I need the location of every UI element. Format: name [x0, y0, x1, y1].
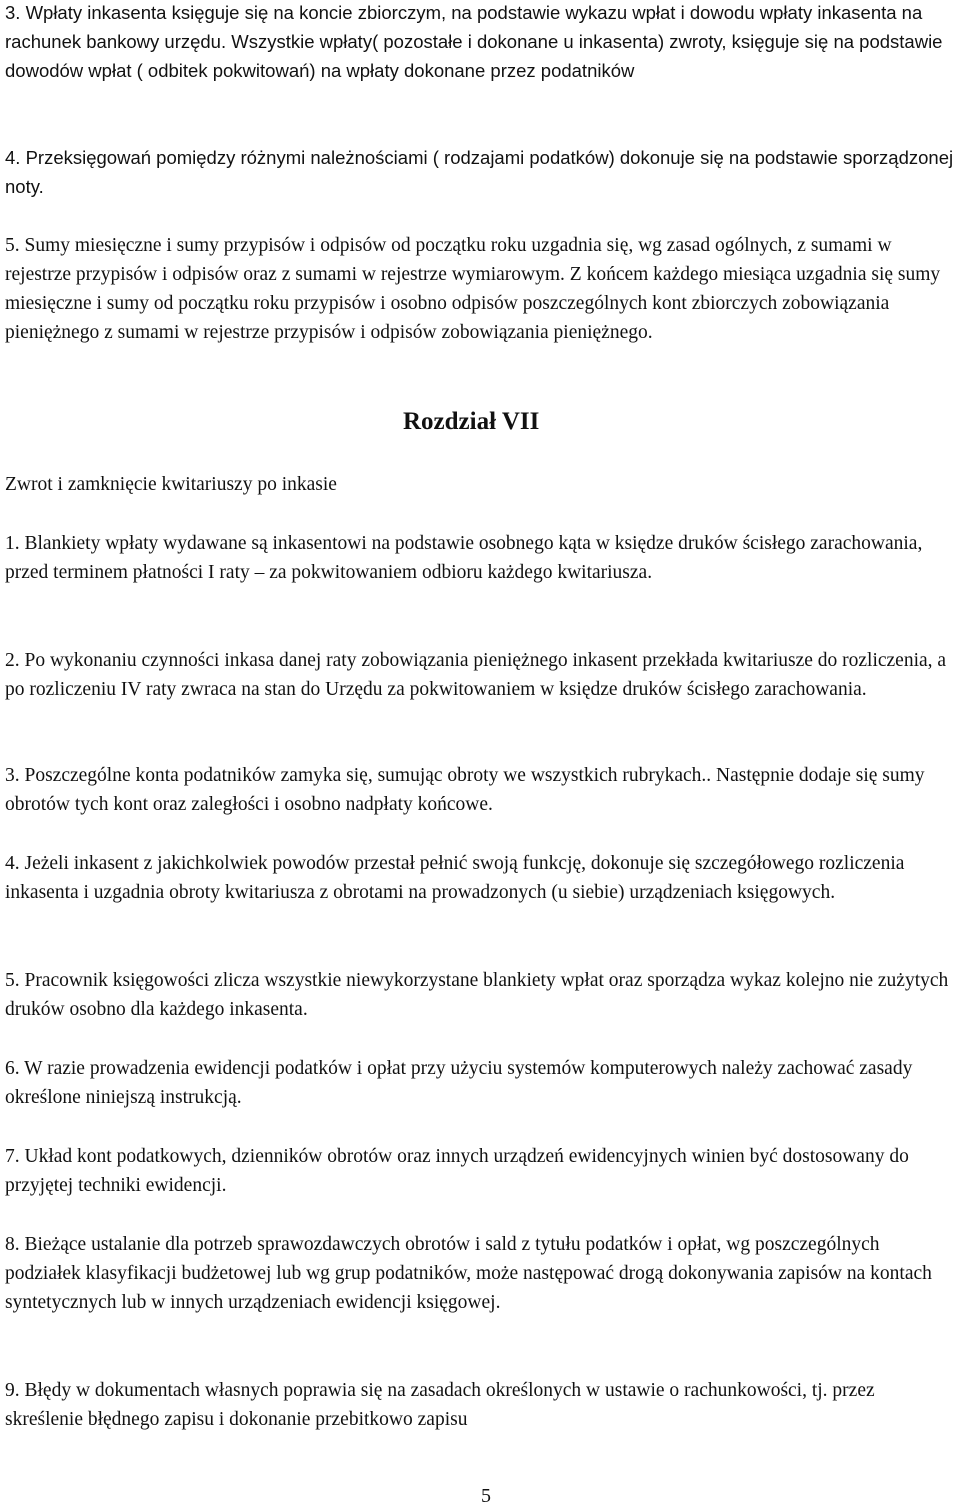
paragraph-q6: 6. W razie prowadzenia ewidencji podatków i opłat przy użyciu systemów komputerowych należy zachować zasady określone niniejszą instrukcją. [5, 1058, 913, 1108]
paragraph-q5: 5. Pracownik księgowości zlicza wszystkie niewykorzystane blankiety wpłat oraz sporządza wykaz kolejno nie zużytych druków osobno dla każdego inkasenta. [5, 970, 949, 1020]
paragraph-5: 5. Sumy miesięczne i sumy przypisów i odpisów od początku roku uzgadnia się, wg zasad ogólnych, z sumami w rejestrze przypisów i odpisów oraz z sumami w rejestrze wymiarowym. Z końcem każdego miesiąca uzgadnia się sumy miesięczne i sumy od początku roku przypisów i osobno odpisów poszczególnych kont zbiorczych zobowiązania pieniężnego z sumami w rejestrze przypisów i odpisów zobowiązania pieniężnego. [5, 235, 941, 343]
paragraph-q4: 4. Jeżeli inkasent z jakichkolwiek powodów przestał pełnić swoją funkcję, dokonuje się szczegółowego rozliczenia inkasenta i uzgadnia obroty kwitariusza z obrotami na prowadzonych (u siebie) urządzeniach księgowych. [5, 853, 905, 903]
paragraph-q1: 1. Blankiety wpłaty wydawane są inkasentowi na podstawie osobnego kąta w księdze druków ścisłego zarachowania, przed terminem płatności I raty – za pokwitowaniem odbioru każdego kwitariusza. [5, 533, 923, 583]
paragraph-q9: 9. Błędy w dokumentach własnych poprawia się na zasadach określonych w ustawie o rachunkowości, tj. przez skreślenie błędnego zapisu i dokonanie przebitkowo zapisu [5, 1380, 875, 1430]
paragraph-4: 4. Przeksięgowań pomiędzy różnymi należnościami ( rodzajami podatków) dokonuje się na podstawie sporządzonej noty. [5, 147, 954, 197]
paragraph-q2: 2. Po wykonaniu czynności inkasa danej raty zobowiązania pieniężnego inkasent przekłada kwitariusze do rozliczenia, a po rozliczeniu IV raty zwraca na stan do Urzędu za pokwitowaniem w księdze druków ścisłego zarachowania. [5, 650, 947, 700]
section-title: Zwrot i zamknięcie kwitariuszy po inkasie [5, 474, 337, 495]
chapter-heading: Rozdział VII [403, 408, 540, 435]
paragraph-q7: 7. Układ kont podatkowych, dzienników obrotów oraz innych urządzeń ewidencyjnych winien być dostosowany do przyjętej techniki ewidencji. [5, 1146, 909, 1196]
paragraph-q3: 3. Poszczególne konta podatników zamyka się, sumując obroty we wszystkich rubrykach.. Następnie dodaje się sumy obrotów tych kont oraz zaległości i osobno nadpłaty końcowe. [5, 765, 925, 815]
paragraph-q8: 8. Bieżące ustalanie dla potrzeb sprawozdawczych obrotów i sald z tytułu podatków i opłat, wg poszczególnych podziałek klasyfikacji budżetowej lub wg grup podatników, może następować drogą dokonywania zapisów na kontach syntetycznych lub w innych urządzeniach ewidencji księgowej. [5, 1234, 932, 1313]
page-number: 5 [481, 1485, 491, 1507]
paragraph-3: 3. Wpłaty inkasenta księguje się na koncie zbiorczym, na podstawie wykazu wpłat i dowodu wpłaty inkasenta na rachunek bankowy urzędu. Wszystkie wpłaty( pozostałe i dokonane u inkasenta) zwroty, księguje się na podstawie dowodów wpłat ( odbitek pokwitowań) na wpłaty dokonane przez podatników [5, 2, 943, 81]
